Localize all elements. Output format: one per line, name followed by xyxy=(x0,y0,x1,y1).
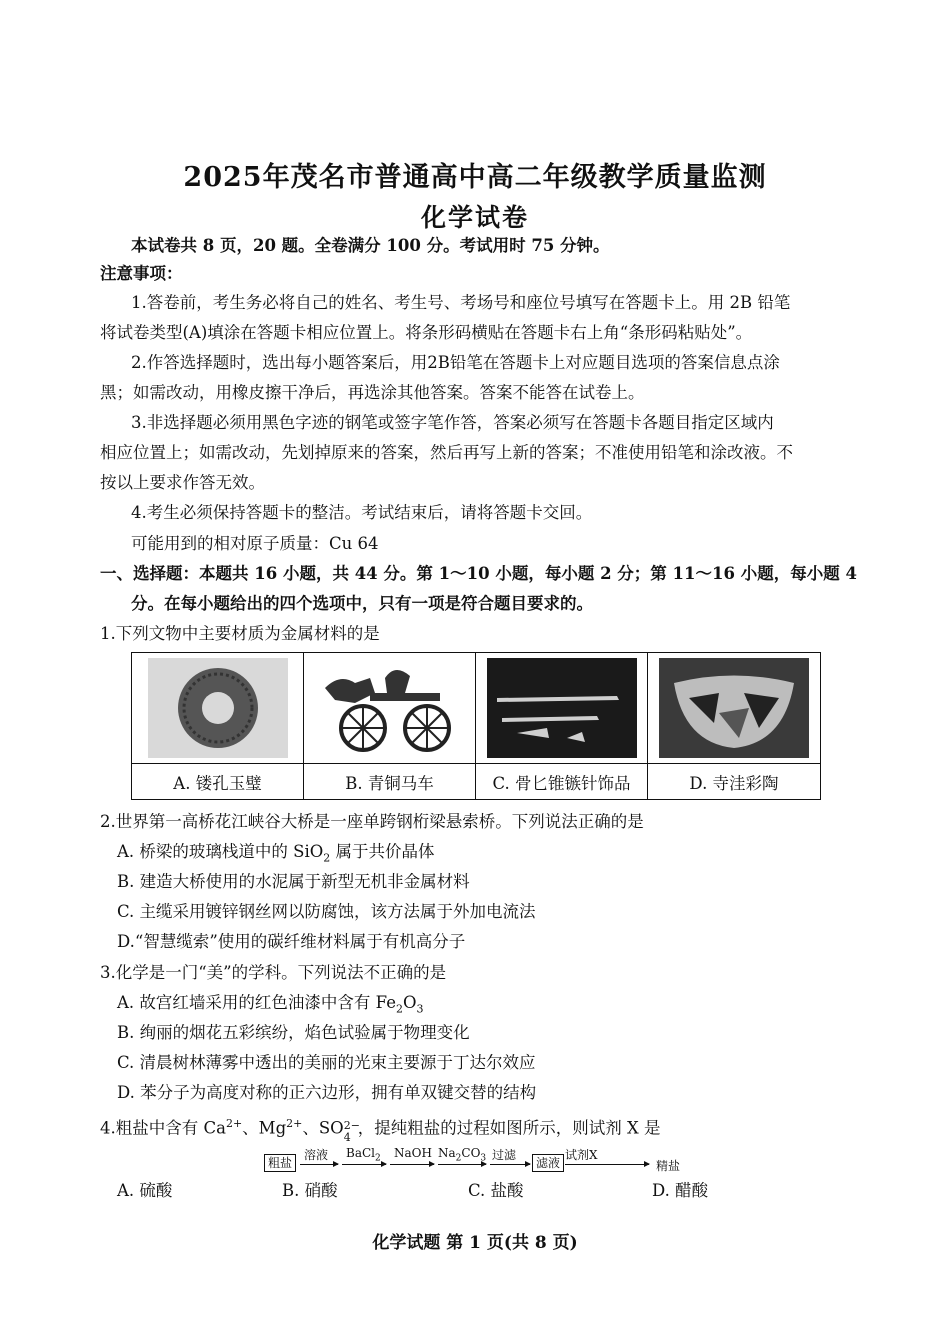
question-3-stem: 3.化学是一门“美”的学科。下列说法不正确的是 xyxy=(100,963,447,982)
flow-arrow xyxy=(490,1164,530,1165)
question-4-option-d: D. 醋酸 xyxy=(652,1181,709,1200)
question-2-option-b: B. 建造大桥使用的水泥属于新型无机非金属材料 xyxy=(117,872,470,891)
atomic-mass-note: 可能用到的相对原子质量：Cu 64 xyxy=(131,534,379,553)
flow-step-label: 过滤 xyxy=(492,1148,517,1162)
notice-line: 4.考生必须保持答题卡的整洁。考试结束后，请将答题卡交回。 xyxy=(131,503,593,522)
notice-line: 3.非选择题必须用黑色字迹的钢笔或签字笔作答，答案必须写在答题卡各题目指定区域内 xyxy=(131,413,774,432)
question-2-option-c: C. 主缆采用镀锌钢丝网以防腐蚀，该方法属于外加电流法 xyxy=(117,902,536,921)
page-footer: 化学试题 第 1 页(共 8 页) xyxy=(372,1233,578,1253)
question-2-stem: 2.世界第一高桥花江峡谷大桥是一座单跨钢桁梁悬索桥。下列说法正确的是 xyxy=(100,812,644,831)
section-heading: 一、选择题：本题共 16 小题，共 44 分。第 1～10 小题，每小题 2 分；第 11～16 小题，每小题 4 xyxy=(100,564,857,583)
artifact-table xyxy=(131,652,821,800)
jade-bi-image xyxy=(132,653,304,763)
flow-arrow xyxy=(565,1164,649,1165)
flow-step-label: 试剂X xyxy=(565,1148,598,1162)
notice-line: 相应位置上；如需改动，先划掉原来的答案，然后再写上新的答案；不准使用铅笔和涂改液。不 xyxy=(100,443,793,462)
flow-arrow xyxy=(300,1164,338,1165)
question-4-option-a: A. 硫酸 xyxy=(117,1181,173,1200)
painted-pottery-image xyxy=(648,653,820,763)
section-heading-cont: 分。在每小题给出的四个选项中，只有一项是符合题目要求的。 xyxy=(131,594,593,613)
question-3-option-b: B. 绚丽的烟花五彩缤纷，焰色试验属于物理变化 xyxy=(117,1023,470,1042)
flow-arrow xyxy=(390,1164,434,1165)
purification-flowchart xyxy=(262,1146,702,1176)
exam-title: 2025年茂名市普通高中高二年级教学质量监测 xyxy=(183,162,767,193)
option-b-caption: B. 青铜马车 xyxy=(304,763,476,799)
question-4-option-c: C. 盐酸 xyxy=(468,1181,524,1200)
notice-heading: 注意事项： xyxy=(100,264,183,283)
notice-line: 1.答卷前，考生务必将自己的姓名、考生号、考场号和座位号填写在答题卡上。用 2B 铅笔 xyxy=(131,293,791,312)
exam-subtitle: 化学试卷 xyxy=(420,203,529,232)
intro-text: 本试卷共 8 页，20 题。全卷满分 100 分。考试用时 75 分钟。 xyxy=(131,236,610,255)
bone-tools-image xyxy=(476,653,648,763)
question-4-option-b: B. 硝酸 xyxy=(282,1181,338,1200)
question-4-stem: 4.粗盐中含有 $Ca^{2+}$、$Mg^{2+}$、SO 2− 4 ，提纯粗盐的过程如图所示，则试剂 X 是 xyxy=(100,1117,661,1144)
flow-step-label: $Na_2CO_3$ xyxy=(438,1146,487,1164)
question-2-option-d: D.“智慧缆索”使用的碳纤维材料属于有机高分子 xyxy=(117,932,466,951)
flow-filtrate-box: 滤液 xyxy=(532,1154,564,1172)
question-2-option-a: A. 桥梁的玻璃栈道中的 SiO$_2$ 属于共价晶体 xyxy=(117,842,435,865)
option-d-caption: D. 寺洼彩陶 xyxy=(648,763,820,799)
notice-line: 按以上要求作答无效。 xyxy=(100,473,265,492)
bronze-chariot-image xyxy=(304,653,476,763)
flow-arrow xyxy=(438,1164,486,1165)
question-3-option-d: D. 苯分子为高度对称的正六边形，拥有单双键交替的结构 xyxy=(117,1083,537,1102)
flow-end-label: 精盐 xyxy=(656,1159,681,1173)
notice-line: 黑；如需改动，用橡皮擦干净后，再选涂其他答案。答案不能答在试卷上。 xyxy=(100,383,645,402)
question-3-option-a: A. 故宫红墙采用的红色油漆中含有 $Fe_2O_3$ xyxy=(117,993,424,1016)
option-a-caption: A. 镂孔玉璧 xyxy=(132,763,304,799)
flow-step-label: NaOH xyxy=(394,1146,432,1160)
flow-step-label: BaCl$_2$ xyxy=(346,1146,381,1164)
notice-line: 将试卷类型(A)填涂在答题卡相应位置上。将条形码横贴在答题卡右上角“条形码粘贴处”。 xyxy=(100,323,753,342)
flow-arrow xyxy=(342,1164,386,1165)
question-1-stem: 1.下列文物中主要材质为金属材料的是 xyxy=(100,624,380,643)
flow-step-label: 溶液 xyxy=(304,1148,329,1162)
question-3-option-c: C. 清晨树林薄雾中透出的美丽的光束主要源于丁达尔效应 xyxy=(117,1053,536,1072)
flow-start-box: 粗盐 xyxy=(264,1154,296,1172)
notice-line: 2.作答选择题时，选出每小题答案后，用2B铅笔在答题卡上对应题目选项的答案信息点涂 xyxy=(131,353,780,372)
option-c-caption: C. 骨匕锥镞针饰品 xyxy=(476,763,648,799)
